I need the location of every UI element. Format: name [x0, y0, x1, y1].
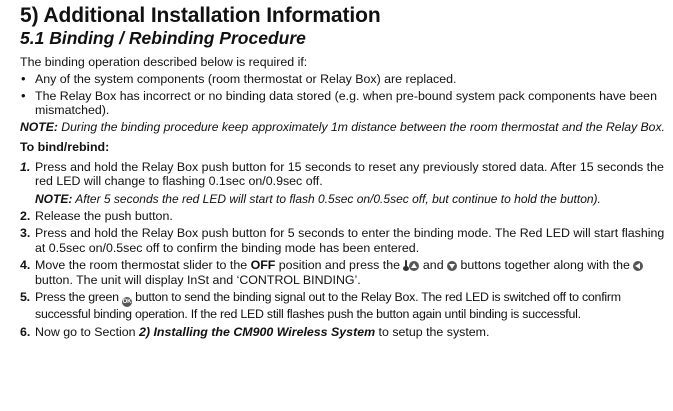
ok-button-icon: OK	[122, 299, 132, 306]
distance-note	[20, 120, 665, 134]
step-1	[20, 160, 665, 206]
procedure-heading: To bind/rebind:	[20, 139, 110, 154]
off-label: OFF	[250, 258, 276, 273]
step-number: 3.	[20, 226, 31, 241]
note-text: After 5 seconds the red LED will start to flash 0.5sec on/0.5sec off, but continue to hold the button).	[72, 191, 601, 206]
section-title: 5) Additional Installation Information	[20, 4, 381, 27]
step-text: Press and hold the Relay Box push button for 15 seconds to reset any previously stored data. After 15 seconds the red LED will change to flashing 0.1sec on/0.9sec off.	[35, 159, 664, 189]
step-1-note	[35, 192, 665, 206]
left-arrow-button-icon	[633, 261, 643, 271]
step-text: Release the push button.	[35, 208, 173, 223]
procedure-steps	[20, 160, 665, 340]
step-5	[20, 290, 665, 322]
step-number: 6.	[20, 324, 31, 339]
step-text-e: buttons together along with the	[457, 258, 634, 273]
up-arrow-button-icon	[409, 261, 419, 271]
intro-text: The binding operation described below is required if:	[20, 55, 308, 69]
section-reference: 2) Installing the CM900 Wireless System	[139, 324, 376, 339]
step-text-b: button to send the binding signal out to the Relay Box. The red LED is switched off to confirm successful binding operation. If the red LED still flashes push the button again until binding is successful.	[35, 290, 621, 322]
note-text: During the binding procedure keep approximately 1m distance between the room thermostat and the Relay Box.	[57, 119, 665, 134]
step-number: 1.	[20, 159, 31, 174]
step-text-c: to setup the system.	[375, 324, 490, 339]
note-label: NOTE:	[20, 119, 58, 134]
step-text-a: Move the room thermostat slider to the	[35, 258, 251, 273]
step-6	[20, 325, 665, 340]
step-number: 5.	[20, 290, 30, 305]
step-text-d: and	[419, 258, 448, 273]
step-number: 2.	[20, 208, 31, 223]
step-text-a: Now go to Section	[35, 324, 140, 339]
step-text: Press and hold the Relay Box push button for 5 seconds to enter the binding mode. The Red LED will start flashing at 0.5sec on/0.5sec off to confirm the binding mode has been entered.	[35, 226, 665, 255]
step-number: 4.	[20, 258, 31, 273]
list-item: • The Relay Box has incorrect or no binding data stored (e.g. when pre-bound system pack components have been mismatched).	[20, 89, 665, 118]
step-3	[20, 226, 665, 255]
list-item: • Any of the system components (room thermostat or Relay Box) are replaced.	[20, 72, 665, 87]
step-text-f: button. The unit will display InSt and ‘CONTROL BINDING’.	[35, 272, 361, 287]
requirement-list	[20, 72, 665, 118]
step-text-c: position and press the	[275, 258, 404, 273]
note-label: NOTE:	[35, 191, 73, 206]
down-arrow-button-icon	[447, 261, 457, 271]
step-4	[20, 258, 665, 287]
step-2	[20, 209, 665, 224]
step-text-a: Press the green	[35, 290, 122, 305]
subsection-title: 5.1 Binding / Rebinding Procedure	[20, 28, 306, 48]
